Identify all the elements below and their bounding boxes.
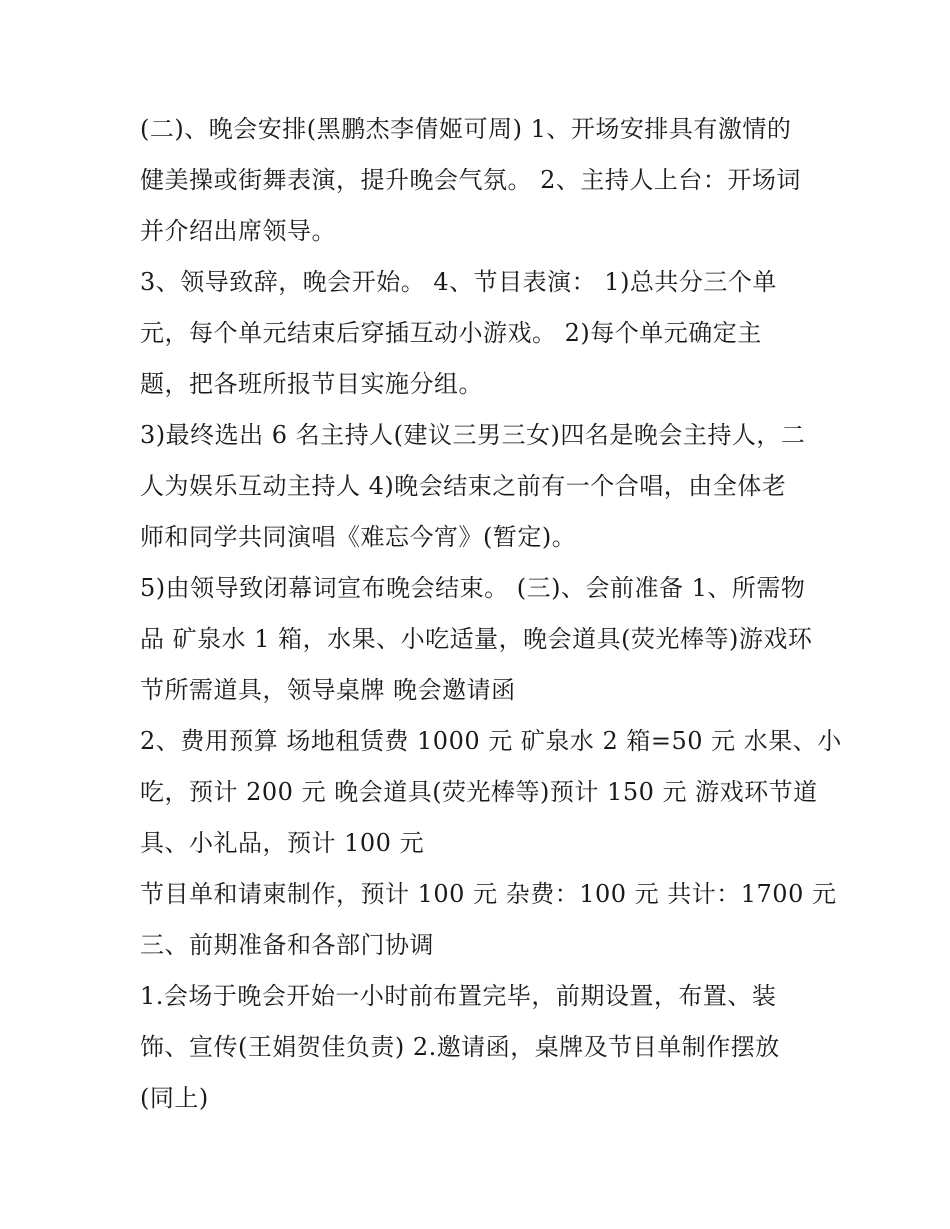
text-line: 健美操或街舞表演，提升晚会气氛。 2、主持人上台：开场词 — [140, 166, 801, 194]
text-line: 节目单和请柬制作，预计 100 元 杂费：100 元 共计：1700 元 — [140, 880, 837, 908]
text-line: (同上) — [140, 1084, 209, 1112]
text-line: 并介绍出席领导。 — [140, 217, 336, 245]
text-line: 题，把各班所报节目实施分组。 — [140, 370, 483, 398]
text-line: 元，每个单元结束后穿插互动小游戏。 2)每个单元确定主 — [140, 319, 762, 347]
text-line: 人为娱乐互动主持人 4)晚会结束之前有一个合唱，由全体老 — [140, 472, 787, 500]
text-line: 5)由领导致闭幕词宣布晚会结束。 (三)、会前准备 1、所需物 — [140, 574, 806, 602]
text-line: 节所需道具，领导桌牌 晚会邀请函 — [140, 676, 516, 704]
document-body — [140, 104, 842, 1124]
text-line: 饰、宣传(王娟贺佳负责) 2.邀请函，桌牌及节目单制作摆放 — [140, 1033, 780, 1061]
text-line: 3)最终选出 6 名主持人(建议三男三女)四名是晚会主持人，二 — [140, 421, 806, 449]
text-line: 师和同学共同演唱《难忘今宵》(暂定)。 — [140, 523, 577, 551]
text-line: 1.会场于晚会开始一小时前布置完毕，前期设置，布置、装 — [140, 982, 777, 1010]
text-line: 吃，预计 200 元 晚会道具(荧光棒等)预计 150 元 游戏环节道 — [140, 778, 818, 806]
text-line: 2、费用预算 场地租赁费 1000 元 矿泉水 2 箱=50 元 水果、小 — [140, 727, 842, 755]
text-line: 具、小礼品，预计 100 元 — [140, 829, 425, 857]
text-line: (二)、晚会安排(黑鹏杰李倩姬可周) 1、开场安排具有激情的 — [140, 115, 792, 143]
text-line: 3、领导致辞，晚会开始。 4、节目表演： 1)总共分三个单 — [140, 268, 777, 296]
text-line: 品 矿泉水 1 箱，水果、小吃适量，晚会道具(荧光棒等)游戏环 — [140, 625, 813, 653]
text-line: 三、前期准备和各部门协调 — [140, 931, 434, 959]
